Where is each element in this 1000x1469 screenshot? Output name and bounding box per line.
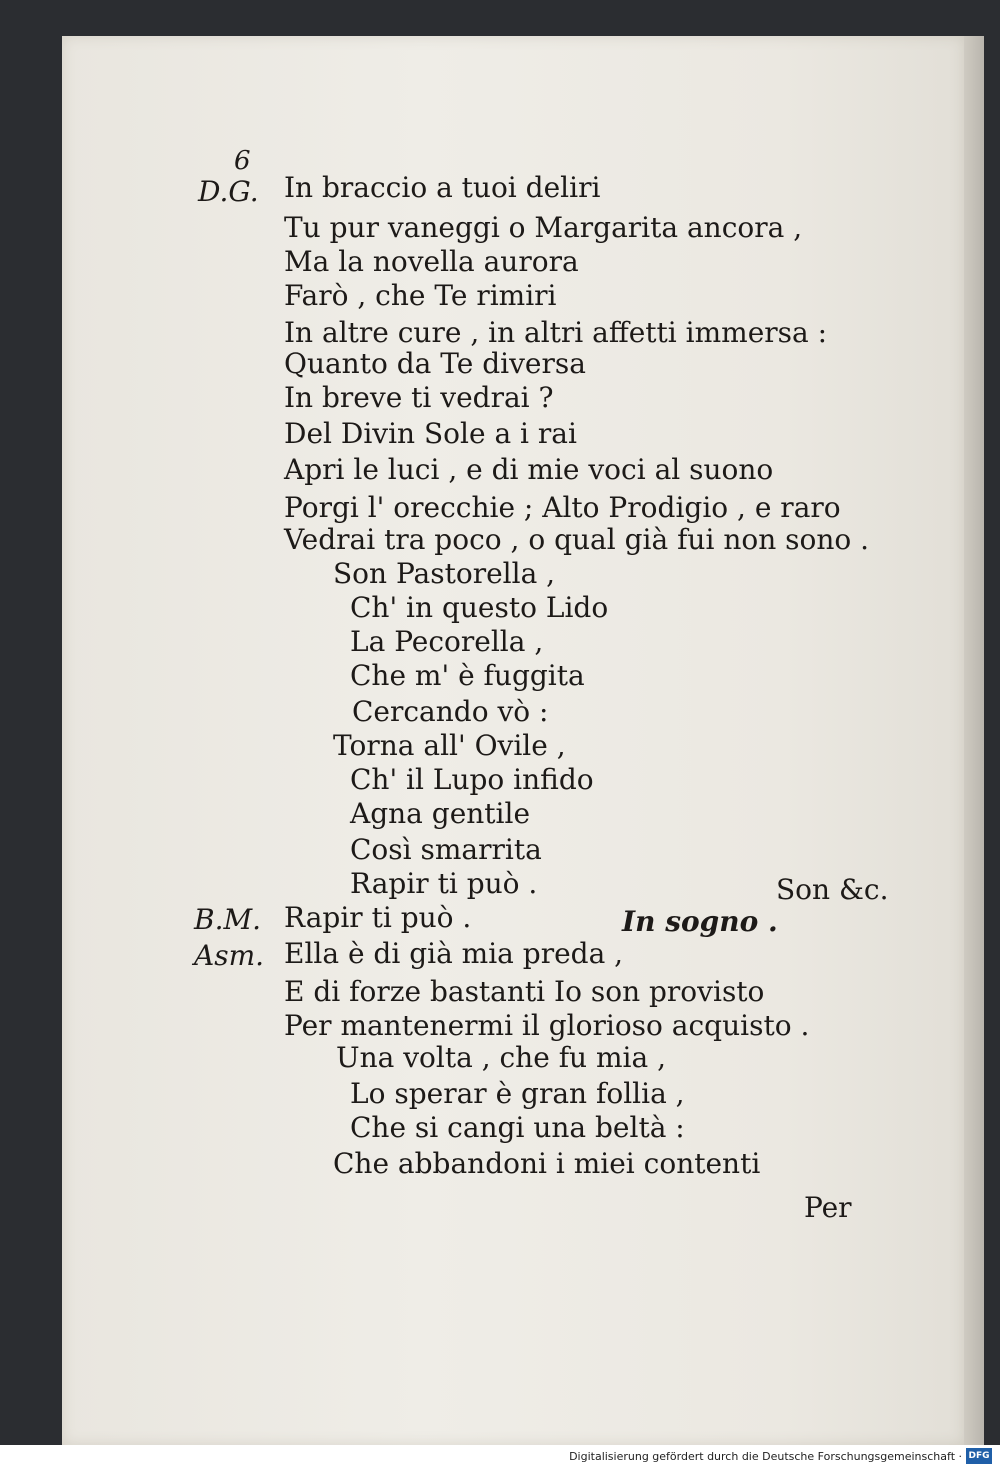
verse-line: Che abbandoni i miei contenti bbox=[333, 1147, 761, 1180]
verse-line: Quanto da Te diversa bbox=[284, 347, 586, 380]
verse-line: Agna gentile bbox=[350, 797, 531, 830]
verse-line: Rapir ti può . bbox=[284, 901, 472, 934]
verse-line: Del Divin Sole a i rai bbox=[284, 417, 577, 450]
stage-direction: In sogno . bbox=[622, 905, 778, 938]
verse-line: Così smarrita bbox=[350, 833, 542, 866]
verse-line: Apri le luci , e di mie voci al suono bbox=[284, 453, 774, 486]
verse-line: Ch' in questo Lido bbox=[350, 591, 609, 624]
verse-line: Lo sperar è gran follia , bbox=[350, 1077, 685, 1110]
verse-line: Torna all' Ovile , bbox=[333, 729, 566, 762]
verse-line: Per mantenermi il glorioso acquisto . bbox=[284, 1009, 810, 1042]
verse-line: Porgi l' orecchie ; Alto Prodigio , e raro bbox=[284, 491, 841, 524]
verse-line: Rapir ti può . bbox=[350, 867, 538, 900]
verse-line: In altre cure , in altri affetti immersa : bbox=[284, 316, 828, 349]
verse-line: Vedrai tra poco , o qual già fui non sono . bbox=[284, 523, 870, 556]
verse-line: Ella è di già mia preda , bbox=[284, 937, 624, 970]
page-number: 6 bbox=[234, 146, 251, 176]
verse-line: Che m' è fuggita bbox=[350, 659, 585, 692]
catchword: Per bbox=[804, 1191, 852, 1224]
verse-line: In breve ti vedrai ? bbox=[284, 381, 554, 414]
verse-line: Farò , che Te rimiri bbox=[284, 279, 557, 312]
verse-line: Ch' il Lupo infido bbox=[350, 763, 594, 796]
verse-line: E di forze bastanti Io son provisto bbox=[284, 975, 765, 1008]
verse-line: Cercando vò : bbox=[352, 695, 549, 728]
verse-line: Che si cangi una beltà : bbox=[350, 1111, 685, 1144]
next-page-edge bbox=[964, 36, 984, 1445]
verse-line: Una volta , che fu mia , bbox=[336, 1041, 666, 1074]
speaker-label: Asm. bbox=[194, 939, 265, 972]
verse-line: Tu pur vaneggi o Margarita ancora , bbox=[284, 211, 803, 244]
speaker-label: B.M. bbox=[194, 903, 262, 936]
verse-line: Son Pastorella , bbox=[333, 557, 556, 590]
verse-line: Ma la novella aurora bbox=[284, 245, 579, 278]
verse-line: La Pecorella , bbox=[350, 625, 544, 658]
aria-cue: Son &c. bbox=[776, 873, 889, 906]
verse-line: In braccio a tuoi deliri bbox=[284, 171, 601, 204]
dfg-logo: DFG bbox=[966, 1448, 992, 1464]
speaker-label: D.G. bbox=[198, 175, 259, 208]
funding-credit: Digitalisierung gefördert durch die Deutsche Forschungsgemeinschaft · bbox=[569, 1450, 962, 1463]
